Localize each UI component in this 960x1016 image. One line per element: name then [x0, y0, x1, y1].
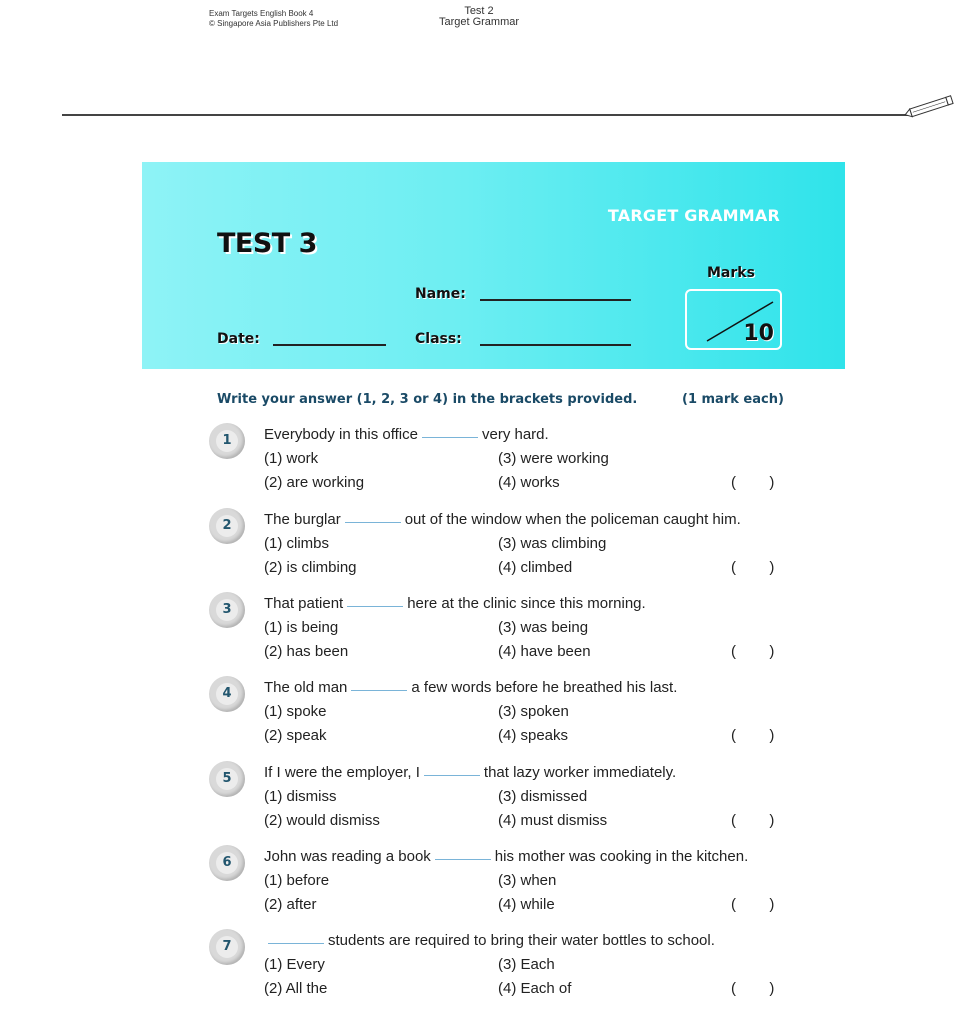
- option-2: (2) speak: [264, 727, 327, 744]
- question-item: [0, 848, 960, 932]
- stem-after: students are required to bring their water bottles to school.: [328, 932, 715, 949]
- divider-line: [62, 114, 910, 116]
- answer-blank: [424, 774, 480, 776]
- header-meta-center: [420, 6, 538, 28]
- question-stem: [264, 511, 784, 529]
- marks-each-note: (1 mark each): [682, 392, 784, 407]
- answer-bracket[interactable]: ( ): [731, 727, 775, 744]
- stem-before: That patient: [264, 595, 344, 612]
- test-banner: [142, 162, 845, 369]
- stem-before: The old man: [264, 679, 348, 696]
- marks-label: Marks: [707, 265, 755, 281]
- option-2: (2) are working: [264, 474, 365, 491]
- question-stem: [264, 932, 784, 950]
- option-3: (3) was climbing: [498, 535, 607, 552]
- question-item: [0, 932, 960, 1016]
- stem-before: John was reading a book: [264, 848, 431, 865]
- question-stem: [264, 426, 784, 444]
- stem-after: out of the window when the policeman caught him.: [404, 511, 741, 528]
- test-title: TEST 3: [217, 228, 317, 259]
- question-item: [0, 426, 960, 510]
- option-4: (4) have been: [498, 643, 591, 660]
- date-label: Date:: [217, 331, 260, 347]
- option-3: (3) when: [498, 872, 557, 889]
- question-item: [0, 764, 960, 848]
- pencil-icon: [902, 95, 956, 119]
- answer-bracket[interactable]: ( ): [731, 896, 775, 913]
- header-meta-left: [209, 9, 338, 29]
- answer-bracket[interactable]: ( ): [731, 812, 775, 829]
- class-label: Class:: [415, 331, 462, 347]
- name-label: Name:: [415, 286, 466, 302]
- answer-bracket[interactable]: ( ): [731, 559, 775, 576]
- test-reference: Test 2: [464, 5, 494, 17]
- stem-after: a few words before he breathed his last.: [411, 679, 678, 696]
- stem-before: If I were the employer, I: [264, 764, 420, 781]
- stem-after: here at the clinic since this morning.: [407, 595, 646, 612]
- question-number-badge: [209, 423, 245, 459]
- option-4: (4) works: [498, 474, 560, 491]
- marks-box: [685, 289, 782, 350]
- answer-blank: [422, 436, 478, 438]
- question-item: [0, 511, 960, 595]
- question-number: 7: [216, 936, 238, 958]
- option-3: (3) were working: [498, 450, 609, 467]
- option-1: (1) work: [264, 450, 319, 467]
- answer-bracket[interactable]: ( ): [731, 474, 775, 491]
- class-field[interactable]: [480, 344, 631, 346]
- option-1: (1) is being: [264, 619, 339, 636]
- question-item: [0, 595, 960, 679]
- option-4: (4) while: [498, 896, 555, 913]
- marks-total: 10: [743, 321, 774, 346]
- answer-bracket[interactable]: ( ): [731, 643, 775, 660]
- question-number-badge: [209, 845, 245, 881]
- stem-before: The burglar: [264, 511, 341, 528]
- instructions-text: Write your answer (1, 2, 3 or 4) in the brackets provided.: [217, 392, 638, 407]
- option-3: (3) dismissed: [498, 788, 588, 805]
- option-1: (1) climbs: [264, 535, 330, 552]
- stem-after: his mother was cooking in the kitchen.: [494, 848, 749, 865]
- option-1: (1) before: [264, 872, 330, 889]
- option-2: (2) after: [264, 896, 317, 913]
- option-3: (3) spoken: [498, 703, 569, 720]
- name-field[interactable]: [480, 299, 631, 301]
- test-reference-title: Target Grammar: [438, 16, 520, 28]
- answer-bracket[interactable]: ( ): [731, 980, 775, 997]
- option-4: (4) speaks: [498, 727, 569, 744]
- stem-before: Everybody in this office: [264, 426, 418, 443]
- option-1: (1) spoke: [264, 703, 327, 720]
- question-number: 2: [216, 515, 238, 537]
- question-number: 6: [216, 852, 238, 874]
- book-title: Exam Targets English Book 4: [209, 9, 314, 18]
- option-2: (2) has been: [264, 643, 349, 660]
- option-4: (4) climbed: [498, 559, 573, 576]
- question-number: 3: [216, 599, 238, 621]
- question-stem: [264, 679, 784, 697]
- question-number: 4: [216, 683, 238, 705]
- option-3: (3) Each: [498, 956, 555, 973]
- option-1: (1) dismiss: [264, 788, 337, 805]
- answer-blank: [347, 605, 403, 607]
- question-stem: [264, 848, 784, 866]
- answer-blank: [435, 858, 491, 860]
- answer-blank: [345, 521, 401, 523]
- question-stem: [264, 764, 784, 782]
- stem-after: that lazy worker immediately.: [483, 764, 677, 781]
- option-4: (4) must dismiss: [498, 812, 608, 829]
- option-3: (3) was being: [498, 619, 589, 636]
- question-number: 5: [216, 768, 238, 790]
- option-2: (2) is climbing: [264, 559, 357, 576]
- question-number-badge: [209, 508, 245, 544]
- stem-after: very hard.: [481, 426, 549, 443]
- option-1: (1) Every: [264, 956, 325, 973]
- date-field[interactable]: [273, 344, 386, 346]
- option-2: (2) All the: [264, 980, 328, 997]
- question-stem: [264, 595, 784, 613]
- option-4: (4) Each of: [498, 980, 572, 997]
- question-number-badge: [209, 929, 245, 965]
- question-number-badge: [209, 676, 245, 712]
- publisher-line: © Singapore Asia Publishers Pte Ltd: [209, 19, 339, 28]
- question-number-badge: [209, 761, 245, 797]
- question-item: [0, 679, 960, 763]
- option-2: (2) would dismiss: [264, 812, 380, 829]
- answer-blank: [268, 942, 324, 944]
- section-title: TARGET GRAMMAR: [607, 206, 780, 225]
- question-number: 1: [216, 430, 238, 452]
- question-number-badge: [209, 592, 245, 628]
- answer-blank: [351, 689, 407, 691]
